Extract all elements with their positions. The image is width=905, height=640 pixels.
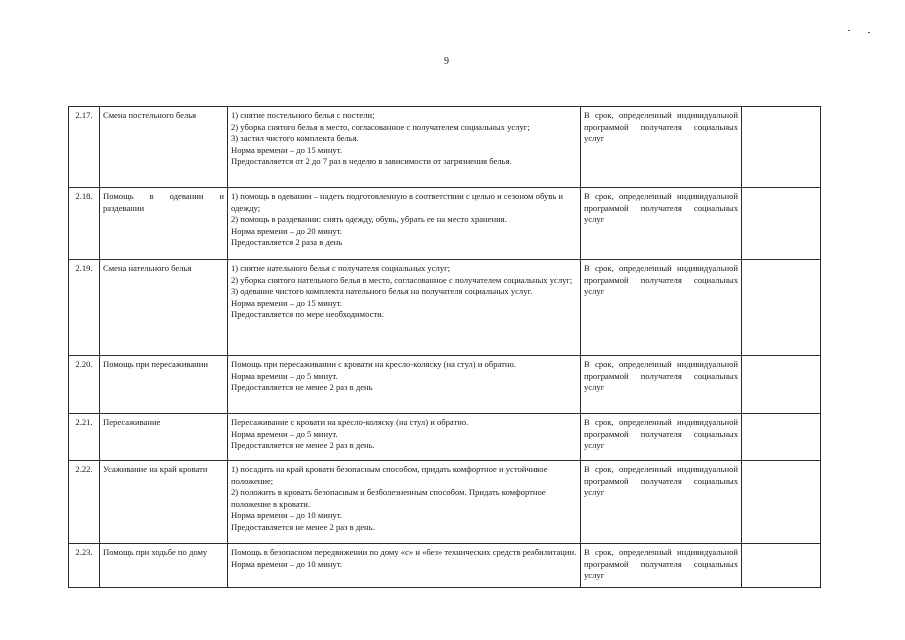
description-line: Норма времени – до 10 минут. xyxy=(231,558,342,569)
description-line: 2) положить в кровать безопасным и безболезненным способом. Придать комфортное положение в кровати. xyxy=(231,487,546,509)
description-line: Норма времени – до 15 минут. xyxy=(231,144,342,155)
description-line: 1) снятие постельного белья с постели; xyxy=(231,110,375,120)
description-line: 2) помощь в раздевании: снять одежду, обувь, убрать ее на место хранения. xyxy=(231,214,507,225)
service-term: В срок, определенный индивидуальной программой получателя социальных услуг xyxy=(581,414,742,461)
description-line: 3) застил чистого комплекта белья. xyxy=(231,133,359,144)
description-line: Помощь при пересаживании с кровати на кресло-коляску (на стул) и обратно. xyxy=(231,359,516,369)
description-line: Норма времени – до 10 минут. xyxy=(231,510,342,521)
description-line: 2) уборка снятого нательного белья в место, согласованное с получателем социальных услуг; xyxy=(231,274,573,285)
row-number: 2.22. xyxy=(69,461,100,544)
description-line: 1) снятие нательного белья с получателя социальных услуг; xyxy=(231,263,451,273)
table-row xyxy=(69,461,821,544)
service-description xyxy=(228,260,581,356)
service-term: В срок, определенный индивидуальной программой получателя социальных услуг xyxy=(581,260,742,356)
service-name: Смена нательного белья xyxy=(100,260,228,356)
row-number: 2.18. xyxy=(69,188,100,260)
scan-speck xyxy=(868,32,870,33)
row-number: 2.19. xyxy=(69,260,100,356)
services-table xyxy=(68,106,821,588)
service-name: Пересаживание xyxy=(100,414,228,461)
page-number: 9 xyxy=(444,56,449,67)
table-row xyxy=(69,260,821,356)
description-line: Норма времени – до 20 минут. xyxy=(231,225,342,236)
service-term: В срок, определенный индивидуальной программой получателя социальных услуг xyxy=(581,461,742,544)
service-term: В срок, определенный индивидуальной программой получателя социальных услуг xyxy=(581,356,742,414)
empty-cell xyxy=(742,188,821,260)
row-number: 2.17. xyxy=(69,107,100,188)
service-name: Помощь при ходьбе по дому xyxy=(100,544,228,588)
row-number: 2.23. xyxy=(69,544,100,588)
description-line: Помощь в безопасном передвижении по дому «с» и «без» технических средств реабилитации. xyxy=(231,547,577,557)
service-description xyxy=(228,107,581,188)
service-term: В срок, определенный индивидуальной программой получателя социальных услуг xyxy=(581,188,742,260)
description-line: Предоставляется не менее 2 раз в день. xyxy=(231,521,375,532)
description-line: 1) помощь в одевании – надеть подготовленную в соответствии с целью и сезоном обувь и одежду; xyxy=(231,191,564,213)
scan-speck xyxy=(848,30,850,31)
description-line: 3) одевание чистого комплекта нательного белья на получателя социальных услуг. xyxy=(231,286,533,297)
table-row xyxy=(69,544,821,588)
description-line: Норма времени – до 15 минут. xyxy=(231,297,342,308)
service-description xyxy=(228,356,581,414)
service-name: Смена постельного белья xyxy=(100,107,228,188)
description-line: Предоставляется не менее 2 раз в день xyxy=(231,382,373,393)
service-term: В срок, определенный индивидуальной программой получателя социальных услуг xyxy=(581,107,742,188)
row-number: 2.20. xyxy=(69,356,100,414)
description-line: 1) посадить на край кровати безопасным способом, придать комфортное и устойчивое положение; xyxy=(231,464,548,486)
empty-cell xyxy=(742,461,821,544)
service-description xyxy=(228,188,581,260)
description-line: Норма времени – до 5 минут. xyxy=(231,370,338,381)
service-description xyxy=(228,544,581,588)
table-row xyxy=(69,356,821,414)
service-description xyxy=(228,414,581,461)
service-name: Помощь при пересаживании xyxy=(100,356,228,414)
description-line: Предоставляется по мере необходимости. xyxy=(231,309,384,320)
description-line: Предоставляется от 2 до 7 раз в неделю в зависимости от загрязнения белья. xyxy=(231,156,512,167)
empty-cell xyxy=(742,260,821,356)
description-line: Предоставляется 2 раза в день xyxy=(231,237,343,248)
empty-cell xyxy=(742,544,821,588)
services-table-body xyxy=(69,107,821,588)
row-number: 2.21. xyxy=(69,414,100,461)
description-line: Предоставляется не менее 2 раз в день. xyxy=(231,440,375,451)
empty-cell xyxy=(742,356,821,414)
empty-cell xyxy=(742,414,821,461)
service-term: В срок, определенный индивидуальной программой получателя социальных услуг xyxy=(581,544,742,588)
table-row xyxy=(69,414,821,461)
service-name: Усаживание на край кровати xyxy=(100,461,228,544)
description-line: Пересаживание с кровати на кресло-коляску (на стул) и обратно. xyxy=(231,417,469,427)
service-description xyxy=(228,461,581,544)
empty-cell xyxy=(742,107,821,188)
table-row xyxy=(69,107,821,188)
service-name: Помощь в одевании и раздевании xyxy=(100,188,228,260)
description-line: Норма времени – до 5 минут. xyxy=(231,428,338,439)
description-line: 2) уборка снятого белья в место, согласованное с получателем социальных услуг; xyxy=(231,121,530,132)
table-row xyxy=(69,188,821,260)
